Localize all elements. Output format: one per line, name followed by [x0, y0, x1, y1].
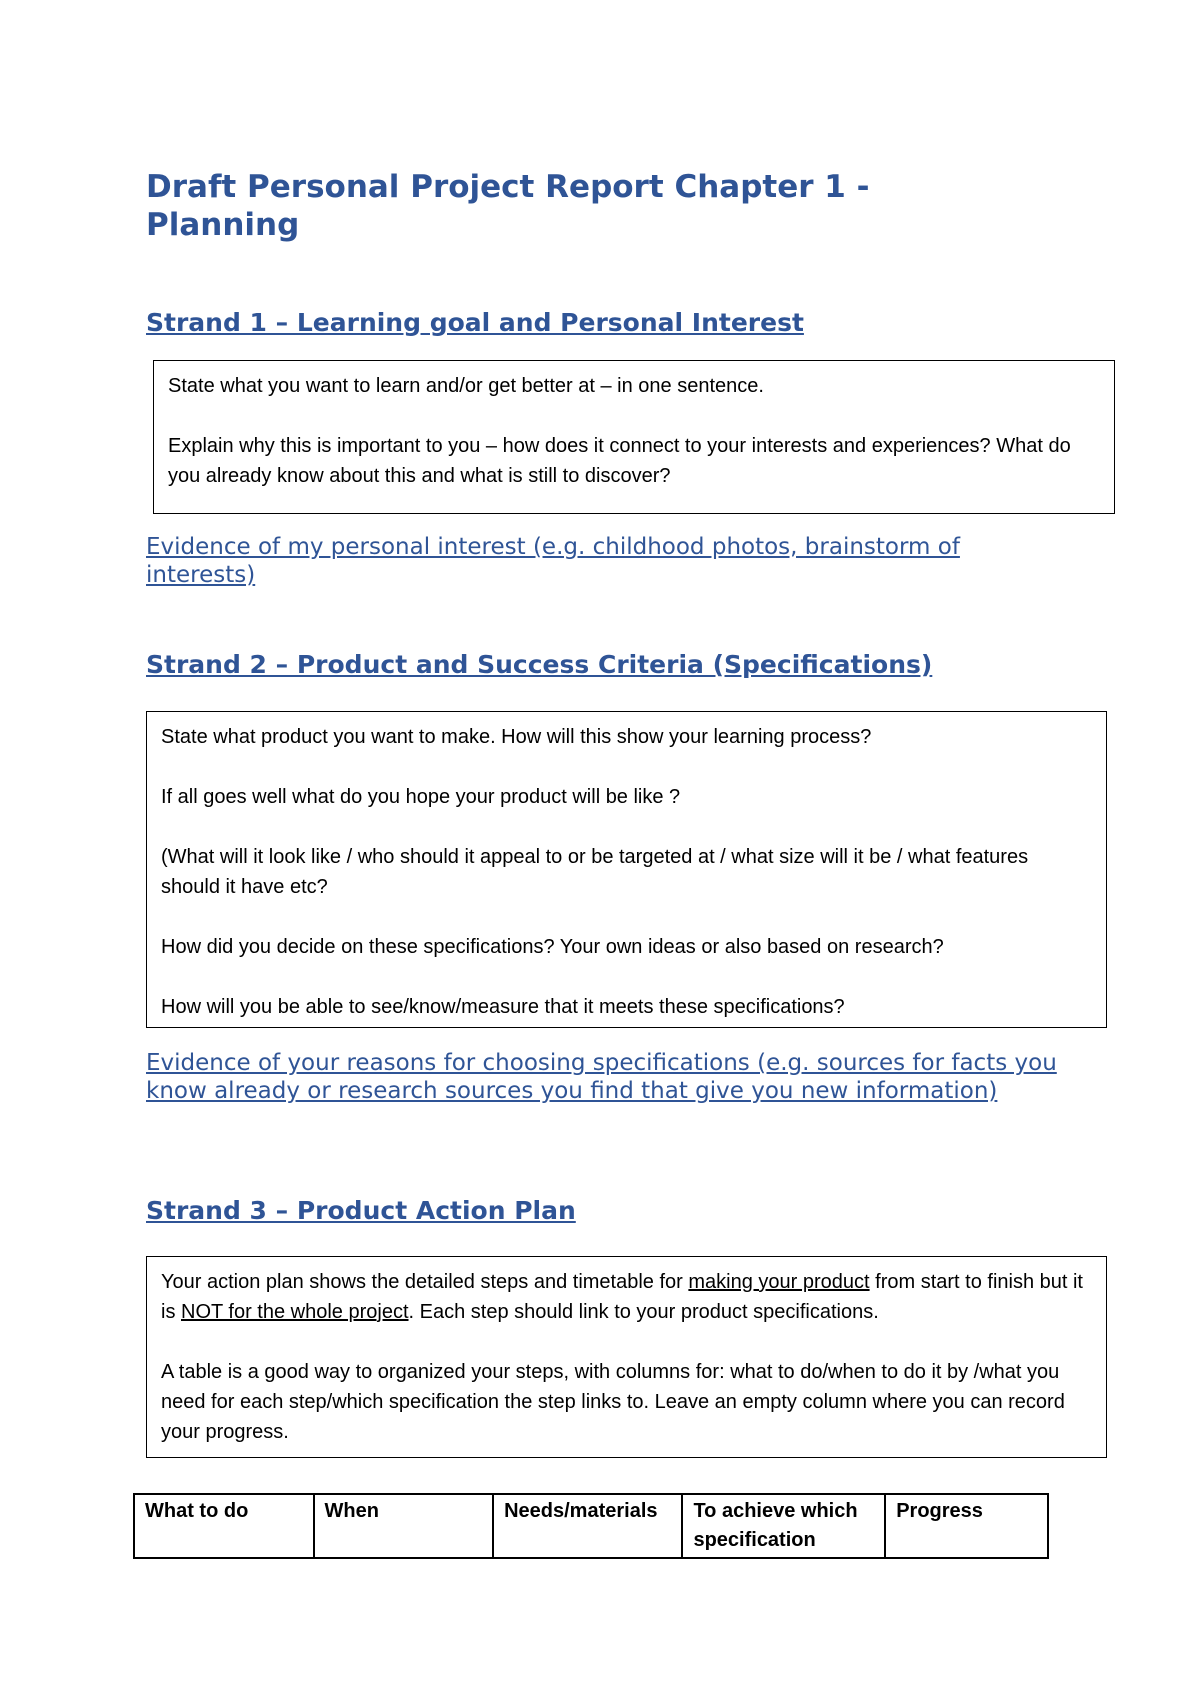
- strand-2-instruction: (What will it look like / who should it appeal to or be targeted at / what size will it be / what features should it have etc?: [161, 846, 1029, 898]
- page-title: Draft Personal Project Report Chapter 1 - Planning: [146, 169, 870, 243]
- strand-1-instruction: Explain why this is important to you – how does it connect to your interests and experiences? What do you already know about this and what is still to discover?: [168, 435, 1071, 487]
- strand-2-evidence-link[interactable]: Evidence of your reasons for choosing specifications (e.g. sources for facts you know already or research sources you find that give you new information): [146, 1050, 1057, 1104]
- strand-1-heading: Strand 1 – Learning goal and Personal Interest: [146, 308, 804, 337]
- strand-2-instruction: State what product you want to make. How will this show your learning process?: [161, 726, 872, 748]
- action-plan-table: [133, 1493, 1049, 1559]
- strand-2-instructions-box: [146, 711, 1107, 1028]
- table-header-cell: What to do: [134, 1494, 314, 1558]
- strand-3-instruction: Your action plan shows the detailed steps and timetable for making your product from start to finish but it is NOT for the whole project. Each step should link to your product specifications.: [161, 1271, 1083, 1323]
- strand-2-heading: Strand 2 – Product and Success Criteria (Specifications): [146, 650, 933, 679]
- strand-3-instruction: A table is a good way to organized your steps, with columns for: what to do/when to do it by /what you need for each step/which specification the step links to. Leave an empty column where you can record your progress.: [161, 1361, 1065, 1443]
- strand-2-instruction: How did you decide on these specifications? Your own ideas or also based on research?: [161, 936, 944, 958]
- table-header-cell: Progress: [885, 1494, 1048, 1558]
- table-header-cell: To achieve which specification: [682, 1494, 885, 1558]
- table-header-cell: Needs/materials: [493, 1494, 682, 1558]
- strand-1-instruction: State what you want to learn and/or get better at – in one sentence.: [168, 375, 764, 397]
- strand-3-heading: Strand 3 – Product Action Plan: [146, 1196, 576, 1225]
- strand-3-instructions-box: [146, 1256, 1107, 1458]
- strand-1-instructions-box: [153, 360, 1115, 514]
- table-header-cell: When: [314, 1494, 494, 1558]
- table-header-row: [134, 1494, 1048, 1558]
- strand-1-evidence-link[interactable]: Evidence of my personal interest (e.g. childhood photos, brainstorm of interests): [146, 534, 960, 588]
- strand-2-instruction: If all goes well what do you hope your product will be like ?: [161, 786, 681, 808]
- strand-2-instruction: How will you be able to see/know/measure that it meets these specifications?: [161, 996, 845, 1018]
